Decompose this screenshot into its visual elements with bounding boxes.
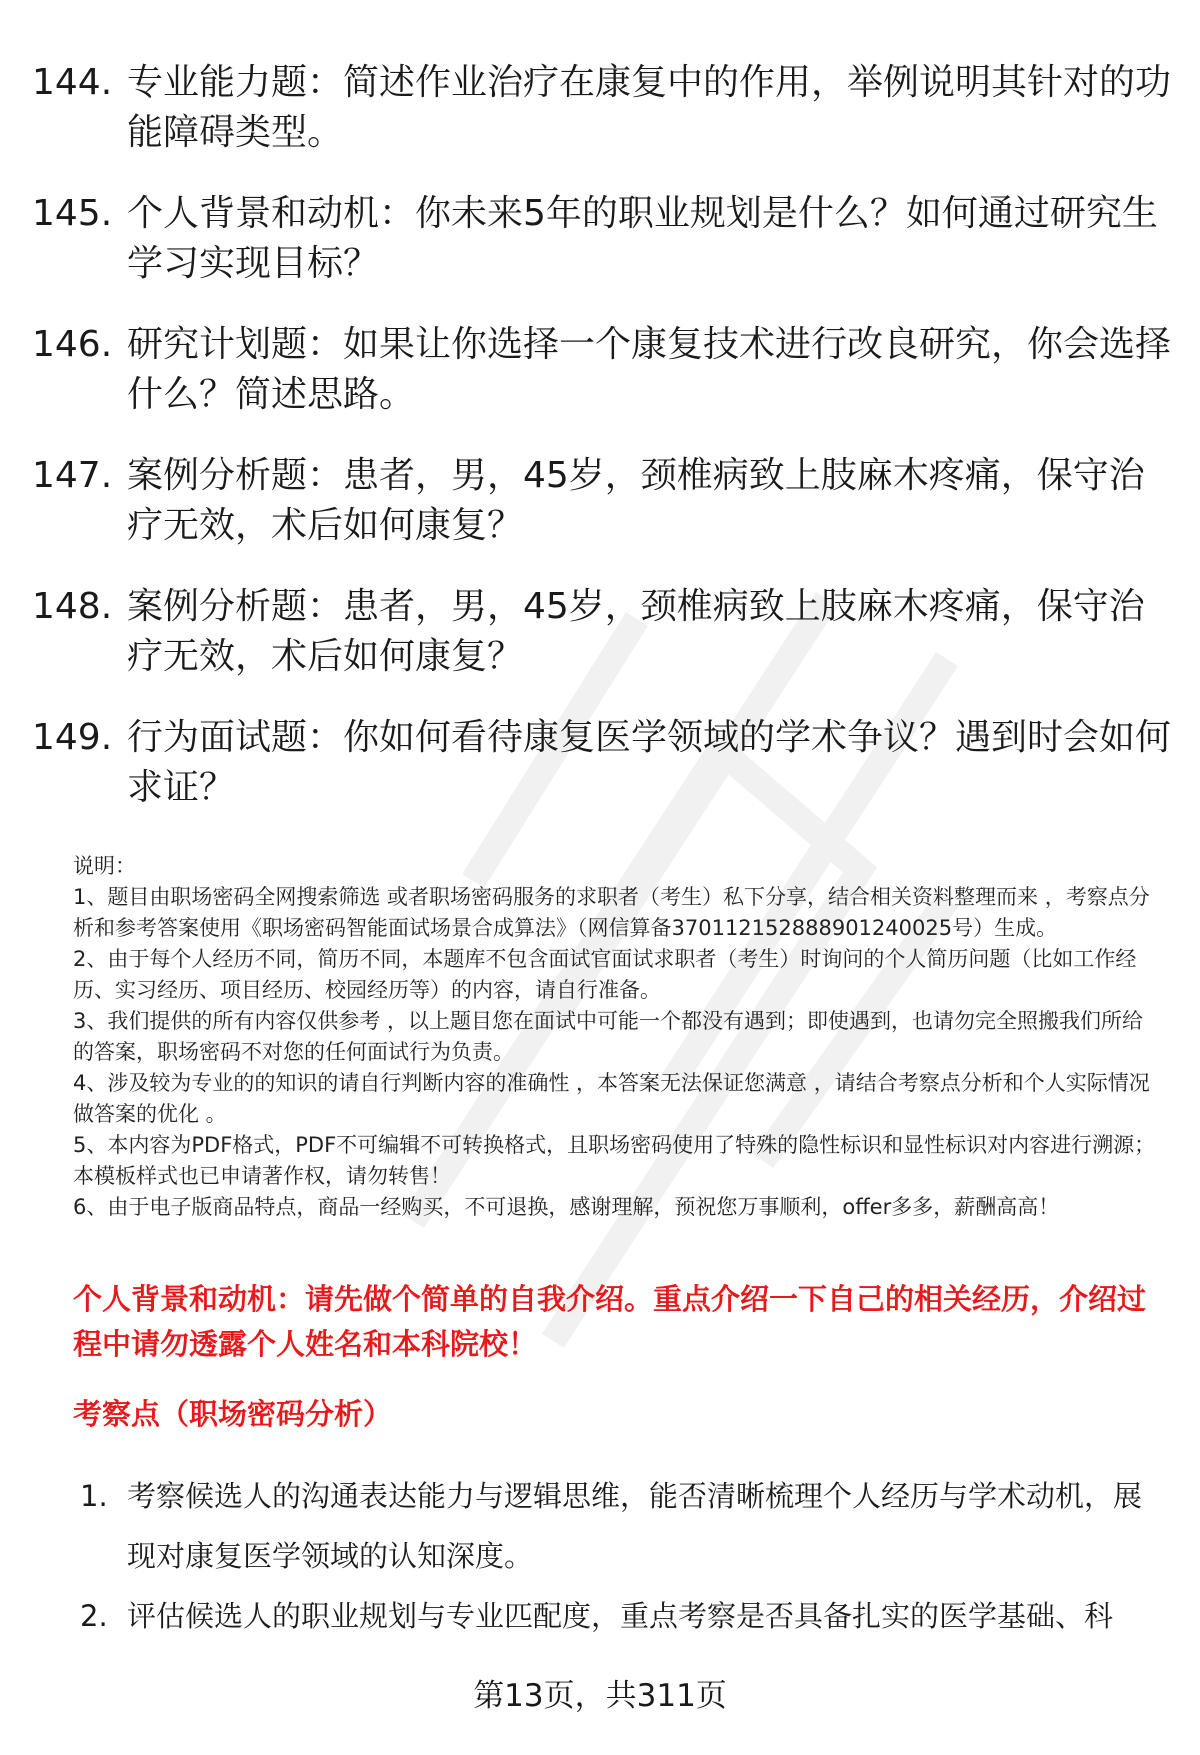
- notes-title: 说明：: [73, 854, 136, 878]
- question-number: 144.: [32, 62, 113, 103]
- note-item: 5、本内容为PDF格式，PDF不可编辑不可转换格式，且职场密码使用了特殊的隐性标识和显性标识对内容进行溯源；本模板样式也已申请著作权，请勿转售！: [73, 1133, 1156, 1188]
- analysis-point: [80, 1586, 1170, 1646]
- question-number: 145.: [32, 193, 113, 234]
- notes-section: [73, 851, 1163, 1223]
- note-item: 2、由于每个人经历不同，简历不同，本题库不包含面试官面试求职者（考生）时询问的个人简历问题（比如工作经历、实习经历、项目经历、校园经历等）的内容，请自行准备。: [73, 947, 1137, 1002]
- question-text: 个人背景和动机：你未来5年的职业规划是什么？如何通过研究生学习实现目标？: [127, 193, 1158, 284]
- analysis-point-text: 考察候选人的沟通表达能力与逻辑思维，能否清晰梳理个人经历与学术动机，展现对康复医学领域的认知深度。: [127, 1479, 1143, 1573]
- question-number: 146.: [32, 324, 113, 365]
- question-number: 148.: [32, 586, 113, 627]
- question-text: 案例分析题：患者，男，45岁，颈椎病致上肢麻木疼痛，保守治疗无效，术后如何康复？: [127, 586, 1145, 677]
- question-item: [32, 320, 1172, 420]
- question-text: 行为面试题：你如何看待康复医学领域的学术争议？遇到时会如何求证？: [127, 717, 1172, 808]
- question-item: [32, 713, 1172, 813]
- analysis-point-list: [80, 1466, 1170, 1646]
- analysis-point-text: 评估候选人的职业规划与专业匹配度，重点考察是否具备扎实的医学基础、科: [127, 1599, 1114, 1633]
- question-number: 147.: [32, 455, 113, 496]
- question-item: [32, 58, 1172, 158]
- question-number: 149.: [32, 717, 113, 758]
- note-item: 4、涉及较为专业的的知识的请自行判断内容的准确性 ，本答案无法保证您满意 ，请结合考察点分析和个人实际情况做答案的优化 。: [73, 1071, 1150, 1126]
- analysis-heading: 考察点（职场密码分析）: [73, 1397, 393, 1431]
- question-text: 案例分析题：患者，男，45岁，颈椎病致上肢麻木疼痛，保守治疗无效，术后如何康复？: [127, 455, 1145, 546]
- analysis-point: [80, 1466, 1170, 1586]
- question-item: [32, 189, 1172, 289]
- featured-question: 个人背景和动机：请先做个简单的自我介绍。重点介绍一下自己的相关经历，介绍过程中请勿透露个人姓名和本科院校！: [73, 1282, 1147, 1361]
- analysis-point-number: 2.: [80, 1599, 108, 1633]
- page-footer: 第13页，共311页: [473, 1678, 727, 1714]
- note-item: 1、题目由职场密码全网搜索筛选 或者职场密码服务的求职者（考生）私下分享，结合相关资料整理而来 ，考察点分析和参考答案使用《职场密码智能面试场景合成算法》（网信算备370112152888901240025号）生成。: [73, 885, 1150, 940]
- question-text: 专业能力题：简述作业治疗在康复中的作用，举例说明其针对的功能障碍类型。: [127, 62, 1172, 153]
- note-item: 3、我们提供的所有内容仅供参考 ，以上题目您在面试中可能一个都没有遇到；即使遇到，也请勿完全照搬我们所给的答案，职场密码不对您的任何面试行为负责。: [73, 1009, 1144, 1064]
- question-item: [32, 582, 1172, 682]
- question-text: 研究计划题：如果让你选择一个康复技术进行改良研究，你会选择什么？简述思路。: [127, 324, 1172, 415]
- note-item: 6、由于电子版商品特点，商品一经购买，不可退换，感谢理解，预祝您万事顺利，offer多多，薪酬高高！: [73, 1195, 1060, 1219]
- question-list: [32, 58, 1172, 844]
- analysis-point-number: 1.: [80, 1479, 108, 1513]
- question-item: [32, 451, 1172, 551]
